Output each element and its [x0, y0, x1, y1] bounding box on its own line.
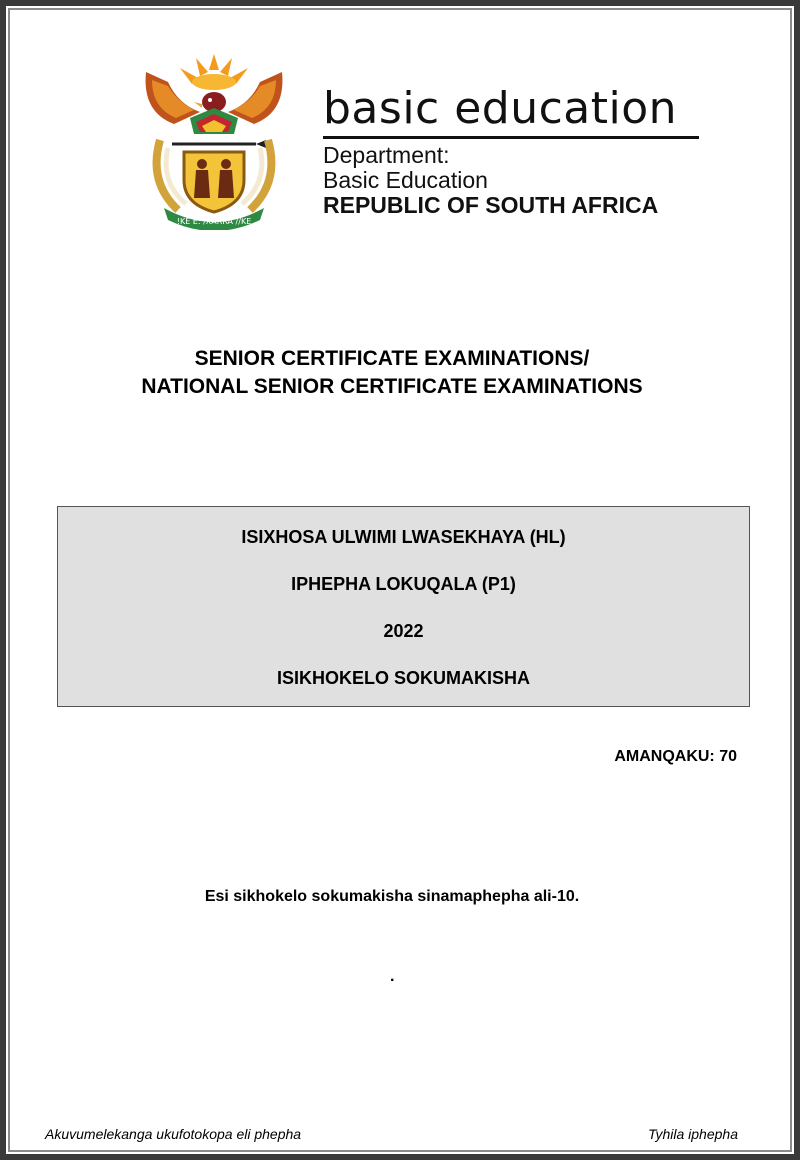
paper-number: IPHEPHA LOKUQALA (P1)	[291, 574, 516, 594]
total-marks: AMANQAKU: 70	[614, 748, 737, 765]
exam-heading-line1: SENIOR CERTIFICATE EXAMINATIONS/	[194, 347, 590, 370]
document-type: ISIKHOKELO SOKUMAKISHA	[276, 668, 530, 688]
paper-info-box	[57, 506, 750, 707]
brand-department-name: Basic Education	[323, 167, 488, 193]
exam-heading	[0, 345, 784, 401]
page-count-note: Esi sikhokelo sokumakisha sinamaphepha ali-10.	[204, 888, 580, 905]
stray-dot: .	[390, 968, 395, 985]
brand-title: basic education	[323, 83, 678, 134]
subject-title: ISIXHOSA ULWIMI LWASEKHAYA (HL)	[241, 527, 566, 547]
sun-icon	[180, 54, 248, 90]
footer-turn-page: Tyhila iphepha	[647, 1126, 738, 1142]
brand-divider	[323, 136, 699, 139]
footer-copy-notice: Akuvumelekanga ukufotokopa eli phepha	[45, 1126, 302, 1142]
brand-department: Department:	[323, 142, 450, 168]
brand-country: REPUBLIC OF SOUTH AFRICA	[323, 192, 659, 218]
exam-heading-line2: NATIONAL SENIOR CERTIFICATE EXAMINATIONS	[141, 375, 643, 398]
coat-of-arms-logo	[138, 52, 290, 230]
department-brand	[323, 82, 703, 218]
motto-text: !KE E: /XARRA //KE	[176, 217, 252, 226]
exam-year: 2022	[383, 621, 424, 641]
